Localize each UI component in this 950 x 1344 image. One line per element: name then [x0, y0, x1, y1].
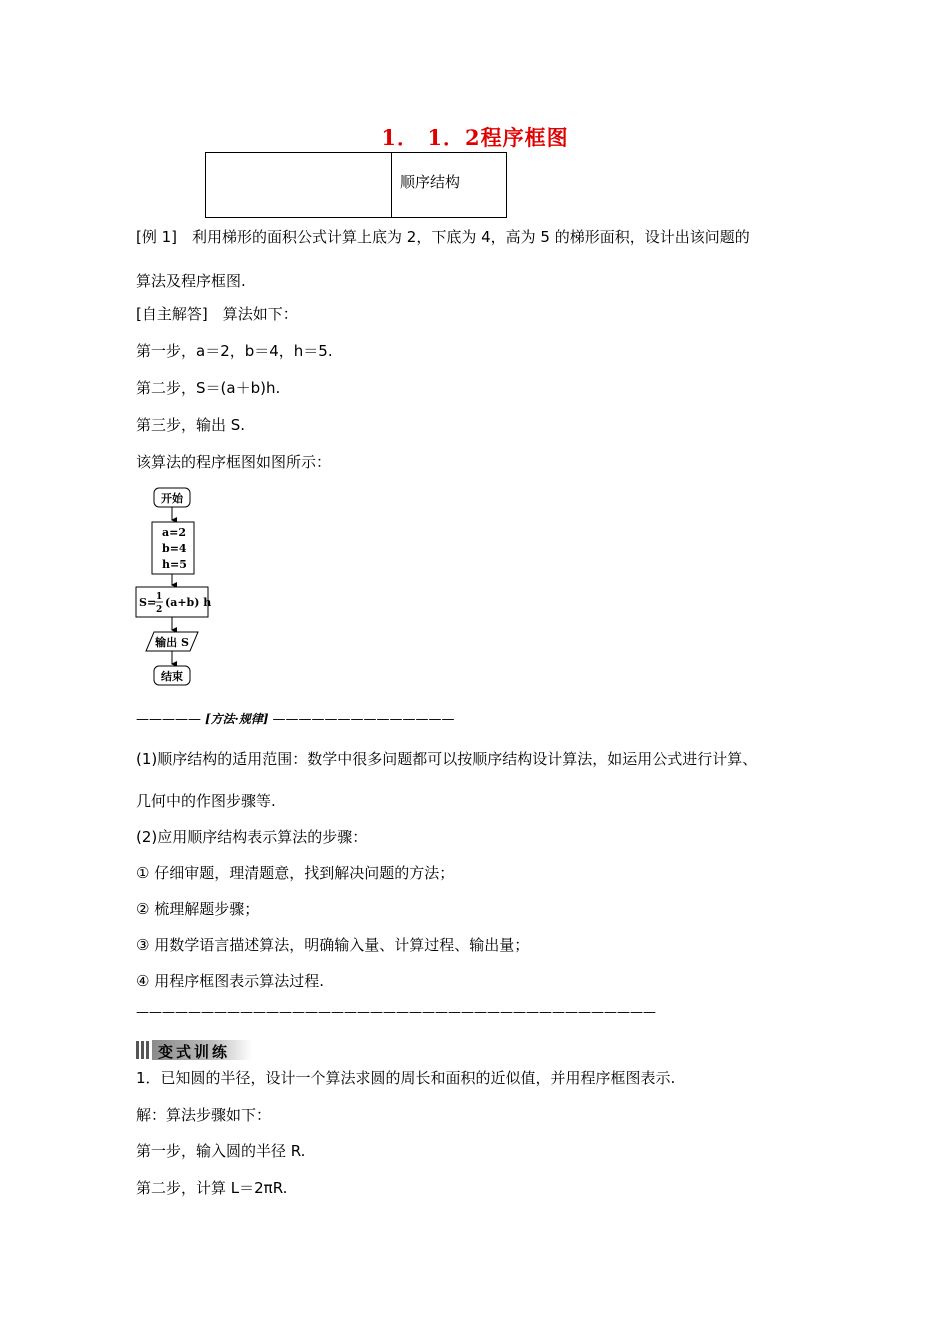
exercise-step-1: 第一步，输入圆的半径 R. [136, 1142, 306, 1160]
answer-step-3: 第三步，输出 S. [136, 416, 246, 434]
method-step-1: ① 仔细审题，理清题意，找到解决问题的方法； [136, 864, 455, 882]
method-step-2: ② 梳理解题步骤； [136, 900, 260, 918]
method-p2: (2)应用顺序结构表示算法的步骤： [136, 828, 368, 846]
flowchart-formula-right: (a+b) h [165, 596, 212, 609]
header-table-cell-empty [206, 153, 392, 218]
answer-heading: [自主解答] 算法如下： [136, 305, 298, 323]
flowchart-formula-numerator: 1 [156, 592, 163, 602]
method-label: [方法·规律] [205, 712, 269, 726]
exercise-badge [136, 1040, 246, 1060]
example-line-2: 算法及程序框图. [136, 272, 246, 290]
exercise-badge-label: 变式训练 [158, 1043, 231, 1061]
flowchart-end-label: 结束 [161, 670, 183, 683]
flowchart [132, 484, 222, 690]
header-table [205, 152, 507, 218]
flowchart-start-label: 开始 [161, 492, 183, 505]
method-divider [136, 710, 455, 727]
flowchart-assign-b: b=4 [162, 542, 187, 555]
figure-intro: 该算法的程序框图如图所示： [136, 453, 332, 471]
method-p1-line-2: 几何中的作图步骤等. [136, 792, 276, 810]
flowchart-formula-left: S= [139, 596, 157, 609]
answer-step-1: 第一步，a＝2，b＝4，h＝5. [136, 342, 333, 360]
method-dash-left: ————— [136, 712, 201, 727]
flowchart-assign-h: h=5 [162, 558, 187, 571]
method-step-3: ③ 用数学语言描述算法，明确输入量、计算过程、输出量； [136, 936, 530, 954]
method-step-4: ④ 用程序框图表示算法过程. [136, 972, 324, 990]
example-line-1: [例 1] 利用梯形的面积公式计算上底为 2，下底为 4，高为 5 的梯形面积，设计出该问题的 [136, 228, 750, 246]
method-dash-right: —————————————— [272, 712, 455, 727]
header-table-cell-topic: 顺序结构 [392, 153, 507, 218]
exercise-step-2: 第二步，计算 L＝2πR. [136, 1179, 288, 1197]
exercise-solution-heading: 解：算法步骤如下： [136, 1106, 272, 1124]
badge-bars-icon [136, 1041, 150, 1059]
flowchart-assign-a: a=2 [162, 526, 186, 539]
method-p1-line-1: (1)顺序结构的适用范围：数学中很多问题都可以按顺序结构设计算法，如运用公式进行计算、 [136, 750, 758, 768]
page-title: 1． 1．2程序框图 [381, 125, 569, 150]
flowchart-formula-denominator: 2 [156, 605, 163, 615]
answer-step-2: 第二步，S＝(a＋b)h. [136, 379, 281, 397]
method-end-divider: ———————————————————————————————————————— [136, 1005, 656, 1020]
exercise-question-1: 1．已知圆的半径，设计一个算法求圆的周长和面积的近似值，并用程序框图表示. [136, 1069, 676, 1087]
flowchart-output-label: 输出 S [155, 636, 189, 649]
